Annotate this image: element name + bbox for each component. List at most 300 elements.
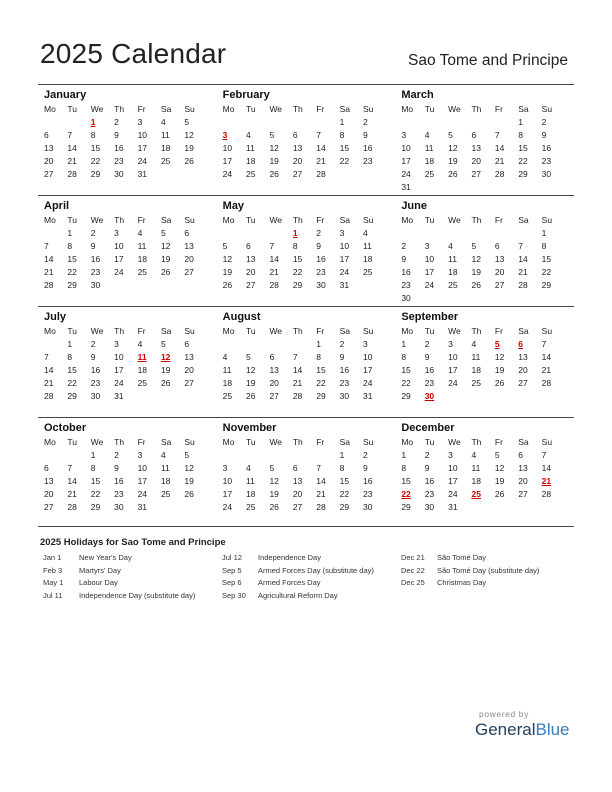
day-cell: 19 (246, 378, 256, 388)
day-cell: 22 (292, 267, 303, 277)
month-name: March (401, 89, 434, 101)
day-cell: 4 (137, 339, 143, 349)
day-cell: 24 (222, 169, 233, 179)
day-cell: 12 (448, 143, 458, 153)
day-cell: 13 (494, 254, 505, 264)
day-cell: 16 (401, 267, 411, 277)
day-cell: 30 (401, 293, 411, 303)
week-row (44, 253, 217, 266)
empty-cell (495, 501, 518, 514)
day-cell: 12 (184, 130, 194, 140)
day-cell: 8 (401, 352, 407, 362)
month-august (217, 307, 396, 417)
day-cell: 27 (471, 169, 481, 179)
empty-cell (518, 390, 541, 403)
empty-cell (293, 116, 316, 129)
week-row (223, 377, 396, 390)
empty-cell (471, 390, 494, 403)
day-cell: 1 (67, 339, 73, 349)
weekday-label: Tu (246, 326, 256, 336)
day-cell: 29 (67, 280, 77, 290)
day-cell: 1 (541, 228, 547, 238)
empty-cell (495, 181, 518, 194)
day-cell: 23 (424, 489, 435, 499)
day-cell: 26 (494, 378, 505, 388)
empty-cell (542, 390, 565, 403)
day-cell: 11 (160, 463, 170, 473)
day-cell: 2 (90, 339, 96, 349)
empty-cell (518, 501, 541, 514)
holiday-item (222, 565, 374, 578)
weekday-label: Fr (137, 437, 146, 447)
day-cell: 8 (339, 130, 345, 140)
holiday-date-label: Sep 6 (222, 578, 242, 587)
day-cell: 13 (246, 254, 256, 264)
empty-cell (542, 292, 565, 305)
holiday-name: Christmas Day (437, 578, 487, 587)
day-cell: 22 (316, 378, 326, 388)
holiday-date: 11 (137, 352, 147, 362)
empty-cell (223, 449, 246, 462)
day-cell: 7 (44, 352, 49, 362)
day-cell: 8 (316, 352, 321, 362)
day-cell: 19 (184, 143, 194, 153)
empty-cell (138, 390, 161, 403)
holiday-date-label: Dec 21 (401, 553, 425, 562)
day-cell: 7 (518, 241, 523, 251)
weekday-label: Fr (137, 104, 146, 114)
day-cell: 16 (114, 476, 124, 486)
empty-cell (293, 338, 316, 351)
day-cell: 23 (363, 156, 373, 166)
day-cell: 20 (471, 156, 481, 166)
day-cell: 21 (67, 489, 77, 499)
day-cell: 17 (114, 365, 124, 375)
weekday-label: Mo (44, 326, 56, 336)
day-cell: 2 (90, 228, 96, 238)
empty-cell (448, 116, 471, 129)
week-row (44, 449, 217, 462)
day-cell: 13 (471, 143, 481, 153)
day-cell: 25 (363, 267, 373, 277)
weekday-label: Tu (424, 104, 435, 114)
day-cell: 27 (494, 280, 505, 290)
day-cell: 23 (114, 156, 124, 166)
month-october (38, 418, 217, 526)
day-cell: 13 (44, 476, 54, 486)
day-cell: 13 (518, 463, 528, 473)
day-cell: 15 (541, 254, 552, 264)
day-cell: 13 (184, 352, 194, 362)
week-row (223, 266, 396, 279)
week-row (401, 129, 574, 142)
day-cell: 27 (518, 489, 528, 499)
day-cell: 28 (494, 169, 505, 179)
day-cell: 3 (448, 450, 453, 460)
weekday-label: Sa (339, 104, 351, 114)
holiday-item (43, 590, 195, 603)
weekday-label: Su (541, 104, 553, 114)
day-cell: 14 (67, 476, 77, 486)
day-cell: 30 (90, 280, 101, 290)
day-cell: 12 (471, 254, 481, 264)
day-cell: 21 (269, 267, 279, 277)
day-cell: 6 (184, 228, 190, 238)
day-cell: 9 (90, 352, 96, 362)
holiday-date-label: Feb 3 (43, 565, 63, 575)
empty-cell (495, 292, 518, 305)
holiday-name: New Year's Day (79, 553, 132, 562)
empty-cell (223, 227, 246, 240)
day-cell: 24 (114, 378, 124, 388)
day-cell: 6 (44, 130, 49, 140)
day-cell: 19 (184, 476, 194, 486)
month-february (217, 85, 396, 195)
day-cell: 25 (222, 391, 233, 401)
day-cell: 31 (363, 391, 373, 401)
empty-cell (316, 116, 339, 129)
day-cell: 15 (67, 365, 77, 375)
holiday-name: Independence Day (substitute day) (79, 590, 196, 600)
day-cell: 15 (67, 254, 77, 264)
day-cell: 21 (44, 378, 54, 388)
day-cell: 21 (316, 156, 326, 166)
empty-cell (246, 227, 269, 240)
empty-cell (269, 338, 292, 351)
empty-cell (161, 501, 184, 514)
day-cell: 7 (269, 241, 275, 251)
holiday-date-label: Sep 5 (222, 565, 242, 575)
week-row (223, 129, 396, 142)
day-cell: 23 (541, 156, 552, 166)
day-cell: 20 (44, 489, 54, 499)
day-cell: 26 (222, 280, 233, 290)
day-cell: 2 (339, 339, 345, 349)
weekday-label: Su (541, 437, 553, 447)
week-row (223, 351, 396, 364)
day-cell: 27 (518, 378, 528, 388)
week-row (223, 364, 396, 377)
week-row (401, 155, 574, 168)
day-cell: 22 (518, 156, 528, 166)
day-cell: 10 (137, 463, 148, 473)
holiday-name: Armed Forces Day (substitute day) (258, 565, 374, 575)
day-cell: 5 (246, 352, 251, 362)
day-cell: 28 (67, 502, 77, 512)
weekday-label: We (90, 215, 104, 225)
day-cell: 12 (494, 352, 505, 362)
day-cell: 15 (292, 254, 303, 264)
day-cell: 17 (222, 489, 233, 499)
day-cell: 4 (222, 352, 228, 362)
weekday-label: Th (114, 326, 125, 336)
day-cell: 1 (339, 117, 345, 127)
week-row (44, 364, 217, 377)
day-cell: 26 (184, 156, 194, 166)
empty-cell (495, 116, 518, 129)
holiday-name: Agricultural Reform Day (258, 590, 338, 600)
week-row (401, 168, 574, 181)
day-cell: 18 (363, 254, 373, 264)
weekday-header (401, 436, 574, 449)
day-cell: 29 (90, 169, 101, 179)
day-cell: 10 (114, 352, 124, 362)
day-cell: 4 (160, 450, 166, 460)
brand-logo[interactable] (475, 720, 570, 740)
day-cell: 9 (363, 463, 368, 473)
day-cell: 19 (160, 365, 171, 375)
holiday-date: 22 (401, 489, 411, 499)
day-cell: 12 (494, 463, 505, 473)
weekday-label: We (90, 104, 104, 114)
day-cell: 29 (401, 502, 411, 512)
empty-cell (184, 279, 207, 292)
day-cell: 7 (67, 130, 73, 140)
week-row (401, 501, 574, 514)
day-cell: 7 (541, 339, 547, 349)
day-cell: 19 (269, 156, 279, 166)
day-cell: 1 (401, 450, 407, 460)
month-april (38, 196, 217, 306)
day-cell: 16 (114, 143, 124, 153)
empty-cell (542, 181, 565, 194)
day-cell: 10 (448, 352, 458, 362)
weekday-label: Sa (518, 215, 529, 225)
weekday-label: Tu (67, 326, 77, 336)
day-cell: 16 (339, 365, 350, 375)
day-cell: 4 (448, 241, 453, 251)
week-row (44, 462, 217, 475)
day-cell: 18 (246, 156, 256, 166)
day-cell: 15 (518, 143, 528, 153)
day-cell: 17 (114, 254, 124, 264)
weekday-header (44, 436, 217, 449)
empty-cell (44, 227, 67, 240)
empty-cell (518, 227, 541, 240)
day-cell: 31 (137, 169, 148, 179)
day-cell: 5 (269, 463, 275, 473)
day-cell: 19 (269, 489, 279, 499)
holidays-title: 2025 Holidays for Sao Tome and Principe (40, 537, 226, 548)
empty-cell (518, 292, 541, 305)
week-row (223, 240, 396, 253)
day-cell: 3 (424, 241, 430, 251)
holiday-item (401, 577, 539, 590)
month-name: December (401, 422, 455, 434)
day-cell: 10 (424, 254, 435, 264)
empty-cell (448, 181, 471, 194)
weekday-label: Th (114, 104, 125, 114)
day-cell: 18 (137, 365, 148, 375)
day-cell: 20 (44, 156, 54, 166)
empty-cell (223, 116, 246, 129)
month-september (395, 307, 574, 417)
day-cell: 3 (137, 117, 143, 127)
holiday-name: Martyrs' Day (79, 565, 121, 575)
day-cell: 7 (67, 463, 73, 473)
weekday-label: We (448, 215, 461, 225)
holiday-date: 21 (541, 476, 552, 486)
day-cell: 30 (114, 502, 124, 512)
weekday-label: Sa (160, 437, 172, 447)
day-cell: 26 (471, 280, 481, 290)
weekday-label: Sa (339, 215, 351, 225)
holiday-item (401, 565, 539, 578)
day-cell: 28 (292, 391, 303, 401)
day-cell: 15 (316, 365, 326, 375)
month-november (217, 418, 396, 526)
day-cell: 19 (448, 156, 458, 166)
day-cell: 2 (424, 450, 430, 460)
day-cell: 27 (269, 391, 279, 401)
week-row (401, 377, 574, 390)
day-cell: 15 (401, 476, 411, 486)
weekday-label: Su (184, 437, 195, 447)
week-row (223, 116, 396, 129)
weekday-label: Th (471, 104, 482, 114)
empty-cell (44, 449, 67, 462)
day-cell: 29 (401, 391, 411, 401)
week-row (401, 253, 574, 266)
day-cell: 7 (494, 130, 500, 140)
day-cell: 24 (448, 378, 458, 388)
weekday-label: Sa (160, 104, 172, 114)
day-cell: 5 (184, 450, 190, 460)
holiday-date-label: Dec 22 (401, 565, 425, 575)
day-cell: 29 (316, 391, 326, 401)
day-cell: 20 (518, 365, 528, 375)
day-cell: 8 (339, 463, 345, 473)
day-cell: 28 (541, 489, 552, 499)
month-name: April (44, 200, 70, 212)
day-cell: 10 (222, 476, 233, 486)
holiday-date: 5 (494, 339, 500, 349)
week-row (44, 488, 217, 501)
day-cell: 13 (518, 352, 528, 362)
weekday-header (223, 325, 396, 338)
day-cell: 28 (316, 502, 326, 512)
weekday-label: Fr (137, 326, 146, 336)
empty-cell (471, 292, 494, 305)
day-cell: 3 (339, 228, 345, 238)
week-row (44, 129, 217, 142)
day-cell: 10 (448, 463, 458, 473)
day-cell: 15 (339, 143, 350, 153)
day-cell: 2 (316, 228, 321, 238)
month-december (395, 418, 574, 526)
calendar-grid (38, 84, 574, 527)
day-cell: 4 (424, 130, 430, 140)
week-row (401, 279, 574, 292)
empty-cell (67, 116, 90, 129)
weekday-label: Mo (401, 326, 414, 336)
day-cell: 4 (246, 130, 251, 140)
weekday-label: We (448, 326, 461, 336)
weekday-label: Tu (424, 215, 435, 225)
empty-cell (44, 338, 67, 351)
day-cell: 12 (246, 365, 256, 375)
weekday-label: Sa (160, 326, 172, 336)
day-cell: 4 (363, 228, 368, 238)
day-cell: 22 (90, 156, 101, 166)
week-row (401, 266, 574, 279)
day-cell: 16 (90, 365, 101, 375)
holiday-date: 25 (471, 489, 481, 499)
day-cell: 11 (424, 143, 434, 153)
day-cell: 18 (448, 267, 458, 277)
day-cell: 28 (316, 169, 326, 179)
day-cell: 28 (44, 280, 54, 290)
day-cell: 4 (160, 117, 166, 127)
week-row (44, 168, 217, 181)
day-cell: 18 (160, 476, 171, 486)
weekday-label: Sa (339, 326, 351, 336)
holiday-name: Labour Day (79, 578, 118, 587)
weekday-label: Mo (401, 104, 414, 114)
weekday-label: Mo (401, 215, 414, 225)
day-cell: 4 (137, 228, 143, 238)
week-row (401, 488, 574, 501)
empty-cell (269, 116, 292, 129)
holiday-date-label: May 1 (43, 578, 64, 587)
day-cell: 31 (114, 391, 124, 401)
weekday-label: We (269, 104, 283, 114)
weekday-label: Su (363, 437, 374, 447)
empty-cell (138, 279, 161, 292)
weekday-label: Su (363, 104, 374, 114)
day-cell: 17 (222, 156, 233, 166)
day-cell: 27 (292, 502, 303, 512)
day-cell: 2 (363, 117, 368, 127)
day-cell: 23 (316, 267, 326, 277)
day-cell: 5 (269, 130, 275, 140)
week-row (401, 181, 574, 194)
month-name: May (222, 200, 245, 212)
empty-cell (161, 168, 184, 181)
day-cell: 13 (44, 143, 54, 153)
weekday-label: We (448, 104, 461, 114)
weekday-label: Sa (518, 437, 529, 447)
day-cell: 9 (316, 241, 321, 251)
day-cell: 21 (292, 378, 303, 388)
day-cell: 12 (222, 254, 233, 264)
weekday-label: Fr (494, 215, 503, 225)
day-cell: 26 (494, 489, 505, 499)
holiday-column (222, 552, 374, 602)
weekday-header (44, 214, 217, 227)
week-row (401, 338, 574, 351)
day-cell: 19 (222, 267, 233, 277)
empty-cell (269, 227, 292, 240)
month-may (217, 196, 396, 306)
day-cell: 7 (316, 130, 321, 140)
day-cell: 9 (424, 463, 430, 473)
day-cell: 29 (339, 502, 350, 512)
day-cell: 14 (518, 254, 528, 264)
weekday-label: Tu (424, 437, 435, 447)
day-cell: 9 (90, 241, 96, 251)
day-cell: 15 (339, 476, 350, 486)
month-march (395, 85, 574, 195)
day-cell: 27 (246, 280, 256, 290)
day-cell: 27 (184, 378, 194, 388)
empty-cell (184, 390, 207, 403)
day-cell: 18 (471, 476, 481, 486)
day-cell: 13 (184, 241, 194, 251)
month-name: November (222, 422, 277, 434)
day-cell: 29 (292, 280, 303, 290)
day-cell: 14 (541, 352, 552, 362)
